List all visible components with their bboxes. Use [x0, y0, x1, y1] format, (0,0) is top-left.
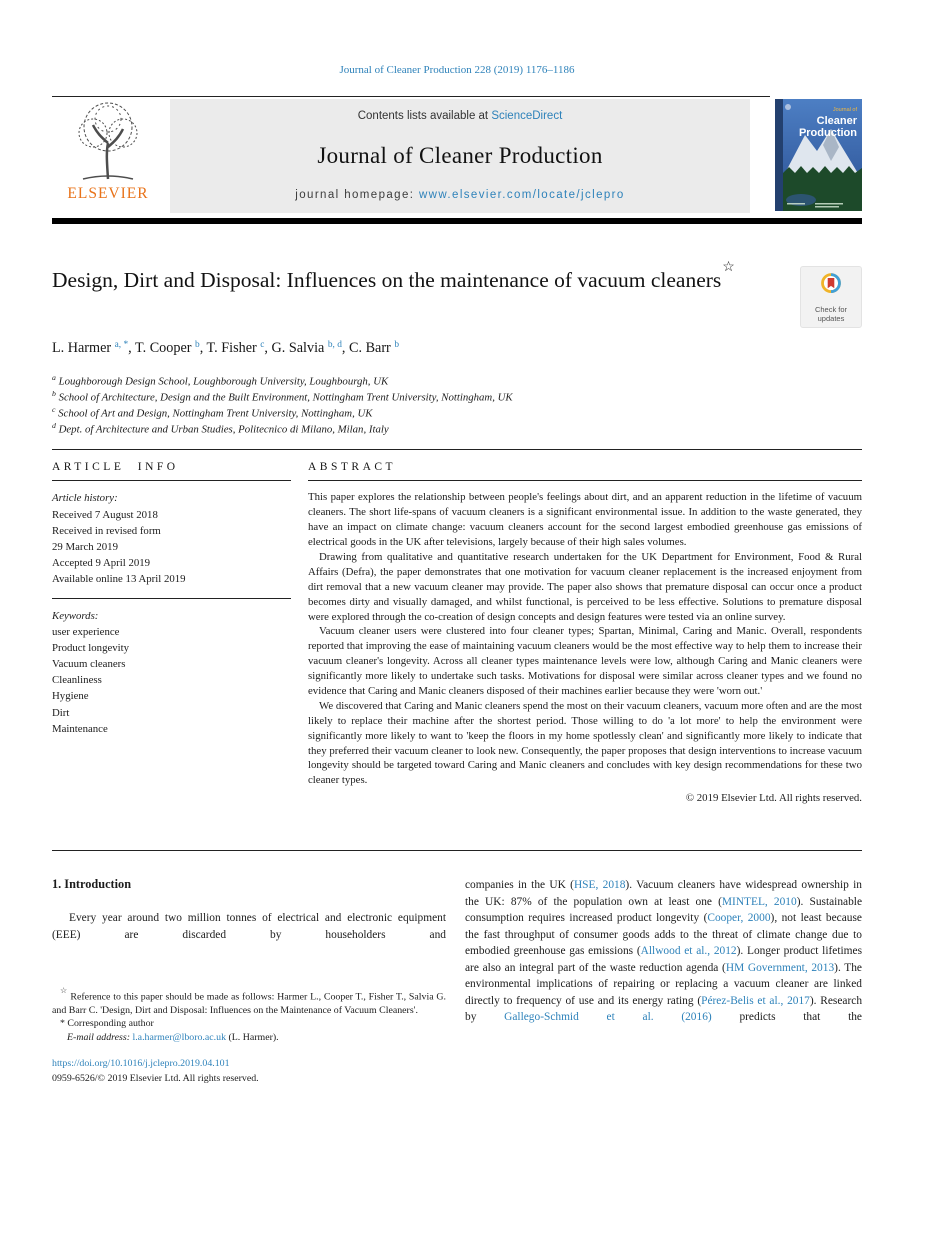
abstract-heading: ABSTRACT [308, 461, 397, 474]
corresponding-star-mark: * [60, 1018, 65, 1030]
affiliations [52, 373, 862, 436]
history-accepted: Accepted 9 April 2019 [52, 557, 151, 570]
inline-link[interactable]: Cooper, 2000 [707, 912, 771, 925]
journal-homepage-line [178, 189, 742, 201]
keyword-6: Dirt [52, 706, 70, 719]
history-received: Received 7 August 2018 [52, 508, 158, 521]
title-footnote-mark[interactable]: ☆ [722, 259, 735, 275]
doi-block [52, 1057, 446, 1087]
footnotes [52, 987, 446, 1044]
article-title [52, 259, 778, 328]
affiliation-b-sup: b [52, 388, 56, 398]
reference-footnote-text: Reference to this paper should be made as follows: Harmer L., Cooper T., Fisher T., Salvia G. and Barr C. 'Design, Dirt and Disposal: Influences on the Maintenance of Vacuum Cleaners'. [52, 991, 447, 1017]
elsevier-wordmark: ELSEVIER [67, 185, 149, 202]
main-text-columns [52, 877, 862, 1087]
abstract-paragraph-2: Drawing from qualitative and quantitative research undertaken for the UK Department for Environment, Food & Rural Affairs (Defra), the paper demonstrates that one motivation for vacuum cleaner replacement is the increased enjoyment from dirt removal that a new vacuum cleaner may provide. The paper also shows that premature disposal can occur once a product becomes dirty and visually damaged, and whilst functional, is perceived to be less effective. Solutions to premature disposal were explored through the co-creation of design concepts and design features were tested via an online survey. [308, 550, 862, 623]
info-abstract-section [52, 461, 862, 804]
contents-prefix: Contents lists available at [357, 110, 492, 122]
affiliation-d-text: Dept. of Architecture and Urban Studies, Politecnico di Milano, Milan, Italy [58, 423, 389, 436]
inline-suplink[interactable]: b [195, 340, 200, 351]
affiliation-b-text: School of Architecture, Design and the Built Environment, Nottingham Trent University, Nottingham, UK [58, 391, 513, 404]
article-info-column [52, 461, 291, 804]
elsevier-tree-icon [62, 99, 154, 183]
inline-link[interactable]: Pérez-Belis et al., 2017 [701, 994, 810, 1007]
journal-homepage-link[interactable]: www.elsevier.com/locate/jclepro [418, 189, 625, 201]
inline-link[interactable]: Allwood et al., 2012 [640, 945, 737, 958]
contents-lists-line [178, 110, 742, 122]
abstract-heading-rule [308, 480, 862, 481]
header-top-rule [52, 96, 770, 97]
intro-paragraph-right: companies in the UK (HSE, 2018). Vacuum cleaners have widespread ownership in the UK: 87% of the population own at least one (MINTEL, 2010). Sustainable consumption requires increased product longevity (Cooper, 2000), not least because the fast throughput of consumer goods adds to the threat of climate change due to embodied greenhouse gas emissions (Allwood et al., 2012). Longer product lifetimes are also an integral part of the waste reduction agenda (HM Government, 2013). The environmental implications of repairing or replacing a vacuum cleaner are linked directly to frequency of use and its energy rating (Pérez-Belis et al., 2017). Research by Gallego-Schmid et al. (2016) predicts that the [465, 879, 863, 1024]
author-line: L. Harmer $^{a, *}$, T. Cooper $^b$, T. Fisher $^c$, G. Salvia $^{b, d}$, C. Barr $^b$ [52, 340, 400, 356]
inline-suplink[interactable]: a, * [114, 340, 129, 351]
keyword-1: user experience [52, 625, 120, 638]
elsevier-logo[interactable] [52, 99, 164, 213]
check-for-updates-icon [815, 270, 847, 300]
inline-link[interactable]: HSE, 2018 [573, 879, 626, 892]
affiliation-d-sup: d [52, 420, 56, 430]
article-info-heading: ARTICLE INFO [52, 461, 179, 474]
keyword-3: Vacuum cleaners [52, 658, 126, 671]
affiliation-b [52, 389, 862, 405]
keywords-label: Keywords: [52, 609, 99, 622]
inline-link[interactable]: Gallego-Schmid et al. (2016) [504, 1011, 712, 1024]
email-link[interactable]: l.a.harmer@lboro.ac.uk [132, 1031, 227, 1043]
main-right-column [465, 877, 862, 1087]
inline-suplink[interactable]: b [394, 340, 400, 351]
info-section-top-rule [52, 449, 862, 450]
keyword-7: Maintenance [52, 722, 108, 735]
abstract-paragraph-1: This paper explores the relationship between people's feelings about dirt, and an apparent reduction in the lifetime of vacuum cleaners. The short life-spans of vacuum cleaners is a significant environmental issue. In addition to the waste generated, they have an impact on climate change: vacuum cleaners account for the second largest embodied greenhouse gas emissions of electrical goods in the UK after televisions, largely because of their high sales volumes. [308, 491, 862, 549]
article-history-label: Article history: [52, 492, 118, 505]
title-row [52, 259, 862, 328]
doi-link[interactable]: https://doi.org/10.1016/j.jclepro.2019.04.101 [52, 1058, 230, 1070]
email-label: E-mail address: [67, 1031, 130, 1043]
email-footnote [52, 1031, 446, 1044]
reference-footnote [52, 987, 446, 1017]
footnote-star-mark: ☆ [60, 986, 68, 996]
article-title-text: Design, Dirt and Disposal: Influences on the maintenance of vacuum cleaners [52, 268, 722, 293]
abstract-paragraph-4: We discovered that Caring and Manic cleaners spend the most on their vacuum cleaners, vacuum more often and are the most likely to replace their machine after the shortest period. Those willing to do 'a lot more' to help the environment were significantly more likely to want to 'keep the floors in my home spotlessly clean' and significantly more likely to indicate that they preferred their vacuum cleaner to look new. Consequently, the paper proposes that design interventions to increase vacuum longevity should be targeted toward Caring and Manic cleaners and concludes with key design recommendations for these two cleaner types. [308, 699, 862, 787]
cover-title-line1: Cleaner [816, 115, 857, 127]
abstract-column [308, 461, 862, 804]
history-revised-2: 29 March 2019 [52, 540, 118, 553]
abstract-copyright-line: © 2019 Elsevier Ltd. All rights reserved. [685, 792, 862, 805]
article-info-heading-rule [52, 480, 291, 481]
section-heading-introduction: 1. Introduction [52, 877, 132, 892]
keyword-4: Cleanliness [52, 674, 102, 687]
abstract-paragraph-3: Vacuum cleaner users were clustered into four cleaner types; Spartan, Minimal, Caring and Manic. Overall, respondents reported that improving the ease of maintaining vacuum cleaners would be the most effective way to help them to increase their vacuum cleaner's longevity. Across all cleaner types maintenance levels were low, although Caring and Manic cleaners were significantly more likely to undertake such tasks. Motivations for disposal were similar across cleaner types and we found no evidence that Caring and Manic cleaners disposed of their machines earlier because they were 'worn out.' [308, 625, 862, 697]
email-suffix: (L. Harmer). [228, 1031, 279, 1043]
header-divider-bar [52, 218, 862, 224]
keyword-5: Hygiene [52, 690, 89, 703]
masthead-box [170, 99, 750, 213]
main-left-column [52, 877, 446, 1087]
intro-paragraph-left: Every year around two million tonnes of electrical and electronic equipment (EEE) are discarded by householders and [52, 912, 446, 941]
affiliation-d [52, 421, 862, 437]
affiliation-c [52, 405, 862, 421]
corresponding-author-text: Corresponding author [67, 1018, 154, 1030]
article-info-mid-rule [52, 598, 291, 599]
journal-masthead [52, 99, 862, 213]
cover-title-line2: Production [798, 127, 857, 139]
running-head-citation[interactable]: Journal of Cleaner Production 228 (2019) 1176–1186 [339, 64, 575, 76]
corresponding-author-footnote [52, 1017, 446, 1030]
inline-link[interactable]: HM Government, 2013 [725, 961, 835, 974]
inline-suplink[interactable]: b, d [327, 340, 342, 351]
homepage-prefix: journal homepage: [295, 189, 419, 201]
affiliation-a [52, 373, 862, 389]
check-for-updates-label: Check for updates [814, 305, 848, 323]
history-revised-1: Received in revised form [52, 524, 161, 537]
history-available-online: Available online 13 April 2019 [52, 573, 186, 586]
journal-cover-thumbnail[interactable] [775, 99, 862, 213]
inline-link[interactable]: MINTEL, 2010 [721, 895, 797, 908]
cover-title-prefix: Journal of [832, 107, 857, 113]
journal-title: Journal of Cleaner Production [317, 142, 603, 168]
affiliation-a-sup: a [52, 373, 56, 382]
check-for-updates-badge[interactable] [800, 266, 862, 328]
journal-cover-image [775, 99, 862, 211]
issn-copyright-line: 0959-6526/© 2019 Elsevier Ltd. All rights reserved. [52, 1073, 259, 1085]
inline-suplink[interactable]: c [260, 340, 265, 351]
sciencedirect-link[interactable]: ScienceDirect [491, 110, 563, 122]
keyword-2: Product longevity [52, 641, 130, 654]
affiliation-c-text: School of Art and Design, Nottingham Trent University, Nottingham, UK [58, 407, 373, 420]
affiliation-a-text: Loughborough Design School, Loughborough University, Loughbourgh, UK [58, 375, 389, 388]
affiliation-c-sup: c [52, 404, 56, 414]
body-section-top-rule [52, 850, 862, 851]
